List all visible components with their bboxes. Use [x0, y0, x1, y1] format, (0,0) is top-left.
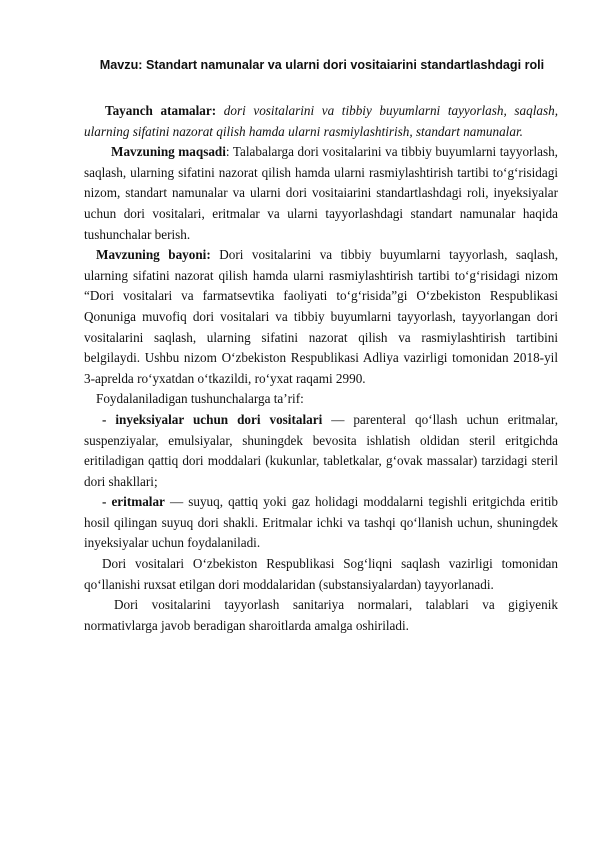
statement-label: Mavzuning bayoni: — [96, 247, 211, 263]
goal-label: Mavzuning maqsadi — [111, 144, 226, 160]
body-paragraph: Dori vositalarini tayyorlash sanitariya normalari, talablari va gigiyenik normativlarga javob beradigan sharoitlarda amalga oshiriladi. — [84, 597, 558, 633]
goal-paragraph — [84, 142, 558, 245]
keywords-paragraph — [84, 101, 558, 142]
goal-text: : Talabalarga dori vositalarini va tibbiy buyumlarni tayyorlash, saqlash, ularning sifatini nazorat qilish hamda ularni rasmiylashtirish tartibi to‘g‘risidagi nizom, standart namunalar va ularni dori vositaiarini standartlashdagi roli, inyeksiyalar uchun dori vositalari, eritmalar va ularni tayyorlashdagi standart namunalar haqida tushunchalar berish. — [84, 144, 558, 242]
definitions-intro: Foydalaniladigan tushunchalarga ta’rif: — [96, 391, 304, 407]
definition-text: — parenteral qo‘llash uchun eritmalar, suspenziyalar, emulsiyalar, shuningdek bevosita ishlatish oldidan steril eritgichda eritiladigan qattiq dori moddalari (kukunlar, tabletkalar, g‘ovak massalar) tarzidagi steril dori shakllari; — [84, 411, 558, 489]
definition-item — [84, 492, 558, 554]
statement-text: Dori vositalarini va tibbiy buyumlarni tayyorlash, saqlash, ularning sifatini nazorat qilish hamda ularni rasmiylashtirish tartibi to‘g‘risidagi nizom “Dori vositalari va farmatsevtika faoliyati to‘g‘risida”gi O‘zbekiston Respublikasi Qonuniga muvofiq dori vositalari va tibbiy buyumlarni tayyorlash, tayyorlangan dori vositalarini saqlash, ularning sifatini nazorat qilish va rasmiylashtirish tartibini belgilaydi. Ushbu nizom O‘zbekiston Respublikasi Adliya vazirligi tomonidan 2018-yil 3-aprelda ro‘yxatdan o‘tkazildi, ro‘yxat raqami 2990. — [84, 247, 558, 386]
keywords-label: Tayanch atamalar: — [105, 103, 217, 118]
statement-paragraph — [84, 245, 558, 389]
definition-item — [84, 410, 558, 492]
definition-term: - eritmalar — [102, 494, 165, 510]
keywords-text: dori vositalarini va tibbiy buyumlarni tayyorlash, saqlash, ularning sifatini nazorat qilish hamda ularni rasmiylashtirish, standart namunalar. — [84, 103, 558, 139]
document-title: Mavzu: Standart namunalar va ularni dori vositaiarini standartlashdagi roli — [99, 58, 545, 72]
definition-text: — suyuq, qattiq yoki gaz holidagi moddalarni tegishli eritgichda eritib hosil qilingan suyuq dori shakli. Eritmalar ichki va tashqi qo‘llanish uchun, shuningdek inyeksiyalar uchun foydalaniladi. — [84, 494, 559, 551]
definition-term: - inyeksiyalar uchun dori vositalari — [102, 411, 323, 427]
body-paragraph: Dori vositalari O‘zbekiston Respublikasi Sog‘liqni saqlash vazirligi tomonidan qo‘llanishi ruxsat etilgan dori moddalaridan (substansiyalardan) tayyorlanadi. — [84, 556, 558, 592]
